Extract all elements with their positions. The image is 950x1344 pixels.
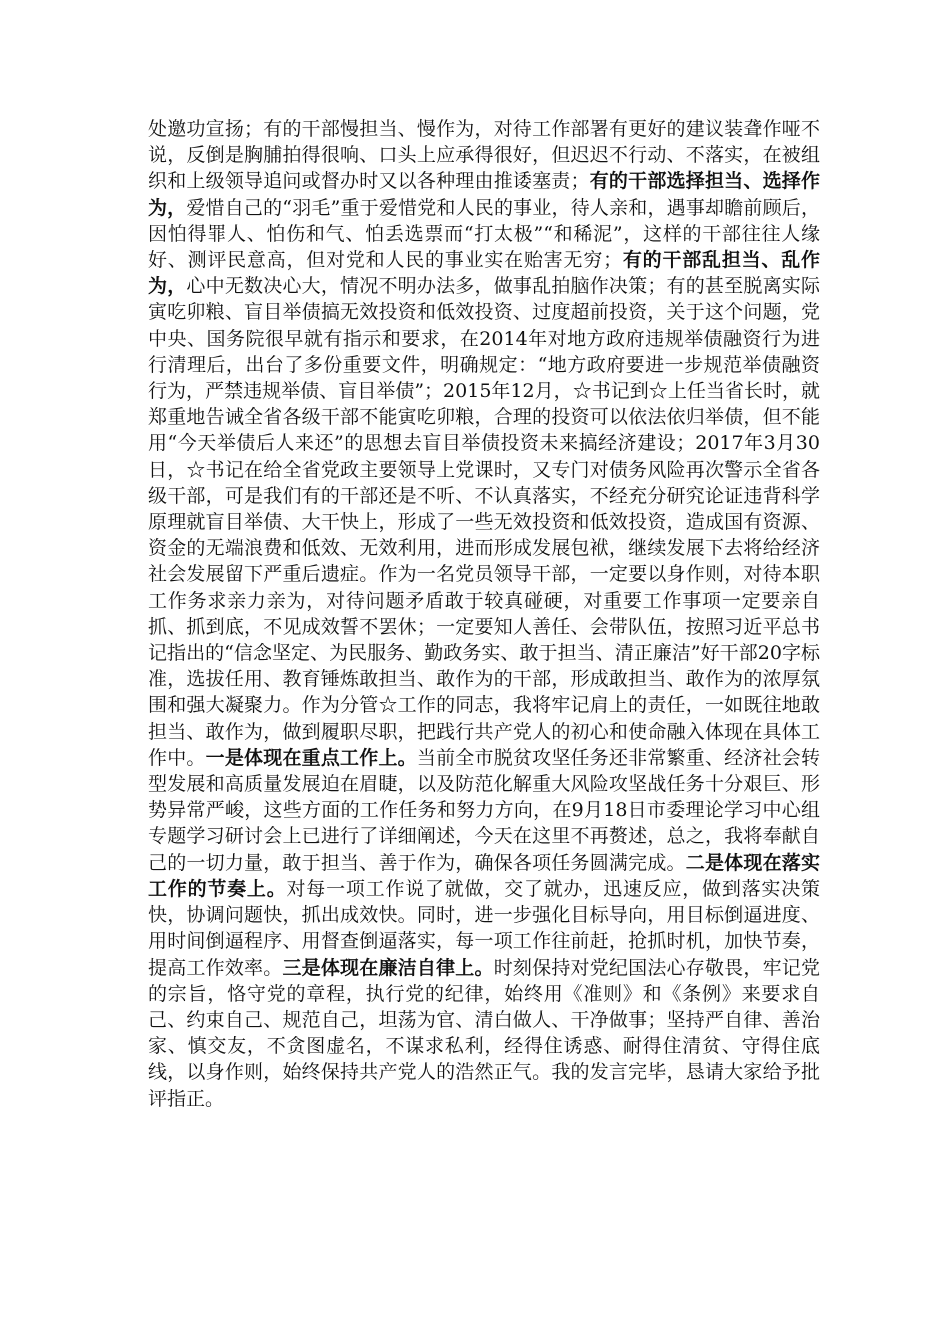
body-paragraph — [148, 116, 820, 1112]
text-run: 对每一项工作说了就做，交了就办，迅速反应，做到落实决策快，协调问题快，抓出成效快。同时，进一步强化目标导向，用目标倒逼进度、用时间倒逼程序、用督查倒逼落实，每一项工作往前赶，抢抓时机，加快节奏，提高工作效率。 — [148, 877, 820, 979]
bold-heading-run: 有的干部乱担当、乱作为， — [148, 249, 820, 298]
bold-heading-run: 一是体现在重点工作上。 — [205, 746, 417, 769]
text-run: 处邀功宣扬；有的干部慢担当、慢作为，对待工作部署有更好的建议装聋作哑不说，反倒是胸脯拍得很响、口头上应承得很好，但迟迟不行动、不落实，在被组织和上级领导追问或督办时又以各种理由推诿塞责； — [148, 118, 820, 193]
text-run: 心中无数决心大，情况不明办法多，做事乱拍脑作决策；有的甚至脱离实际寅吃卯粮、盲目举债搞无效投资和低效投资、过度超前投资，关于这个问题，党中央、国务院很早就有指示和要求，在2014年对地方政府违规举债融资行为进行清理后，出台了多份重要文件，明确规定：“地方政府要进一步规范举债融资行为，严禁违规举债、盲目举债”；2015年12月，☆书记到☆上任当省长时，就郑重地告诫全省各级干部不能寅吃卯粮，合理的投资可以依法依归举债，但不能用“今天举债后人来还”的思想去盲目举债投资未来搞经济建设；2017年3月30日，☆书记在给全省党政主要领导上党课时，又专门对债务风险再次警示全省各级干部，可是我们有的干部还是不听、不认真落实，不经充分研究论证违背科学原理就盲目举债、大干快上，形成了一些无效投资和低效投资，造成国有资源、资金的无端浪费和低效、无效利用，进而形成发展包袱，继续发展下去将给经济社会发展留下严重后遗症。作为一名党员领导干部，一定要以身作则，对待本职工作务求亲力亲为，对待问题矛盾敢于较真碰硬，对重要工作事项一定要亲自抓、抓到底，不见成效誓不罢休；一定要知人善任、会带队伍，按照习近平总书记指出的“信念坚定、为民服务、勤政务实、敢于担当、清正廉洁”好干部20字标准，选拔任用、教育锤炼敢担当、敢作为的干部，形成敢担当、敢作为的浓厚氛围和强大凝聚力。作为分管☆工作的同志，我将牢记肩上的责任，一如既往地敢担当、敢作为，做到履职尽职，把践行共产党人的初心和使命融入体现在具体工作中。 — [148, 275, 820, 769]
bold-heading-run: 二是体现在落实工作的节奏上。 — [148, 851, 820, 900]
bold-heading-run: 三是体现在廉洁自律上。 — [282, 956, 494, 979]
text-run: 时刻保持对党纪国法心存敬畏，牢记党的宗旨，恪守党的章程，执行党的纪律，始终用《准则》和《条例》来要求自己、约束自己、规范自己，坦荡为官、清白做人、干净做事；坚持严自律、善治家、慎交友，不贪图虚名，不谋求私利，经得住诱惑、耐得住清贫、守得住底线，以身作则，始终保持共产党人的浩然正气。我的发言完毕，恳请大家给予批评指正。 — [148, 956, 820, 1110]
text-run: 当前全市脱贫攻坚任务还非常繁重、经济社会转型发展和高质量发展迫在眉睫，以及防范化解重大风险攻坚战任务十分艰巨、形势异常严峻，这些方面的工作任务和努力方向，在9月18日市委理论学习中心组专题学习研讨会上已进行了详细阐述，今天在这里不再赘述，总之，我将奉献自己的一切力量，敢于担当、善于作为，确保各项任务圆满完成。 — [148, 746, 820, 874]
text-run: 爱惜自己的“羽毛”重于爱惜党和人民的事业，待人亲和，遇事却瞻前顾后，因怕得罪人、怕伤和气、怕丢选票而“打太极”“和稀泥”，这样的干部往往人缘好、测评民意高，但对党和人民的事业实在贻害无穷； — [148, 196, 820, 272]
bold-heading-run: 有的干部选择担当、选择作为， — [148, 170, 820, 219]
